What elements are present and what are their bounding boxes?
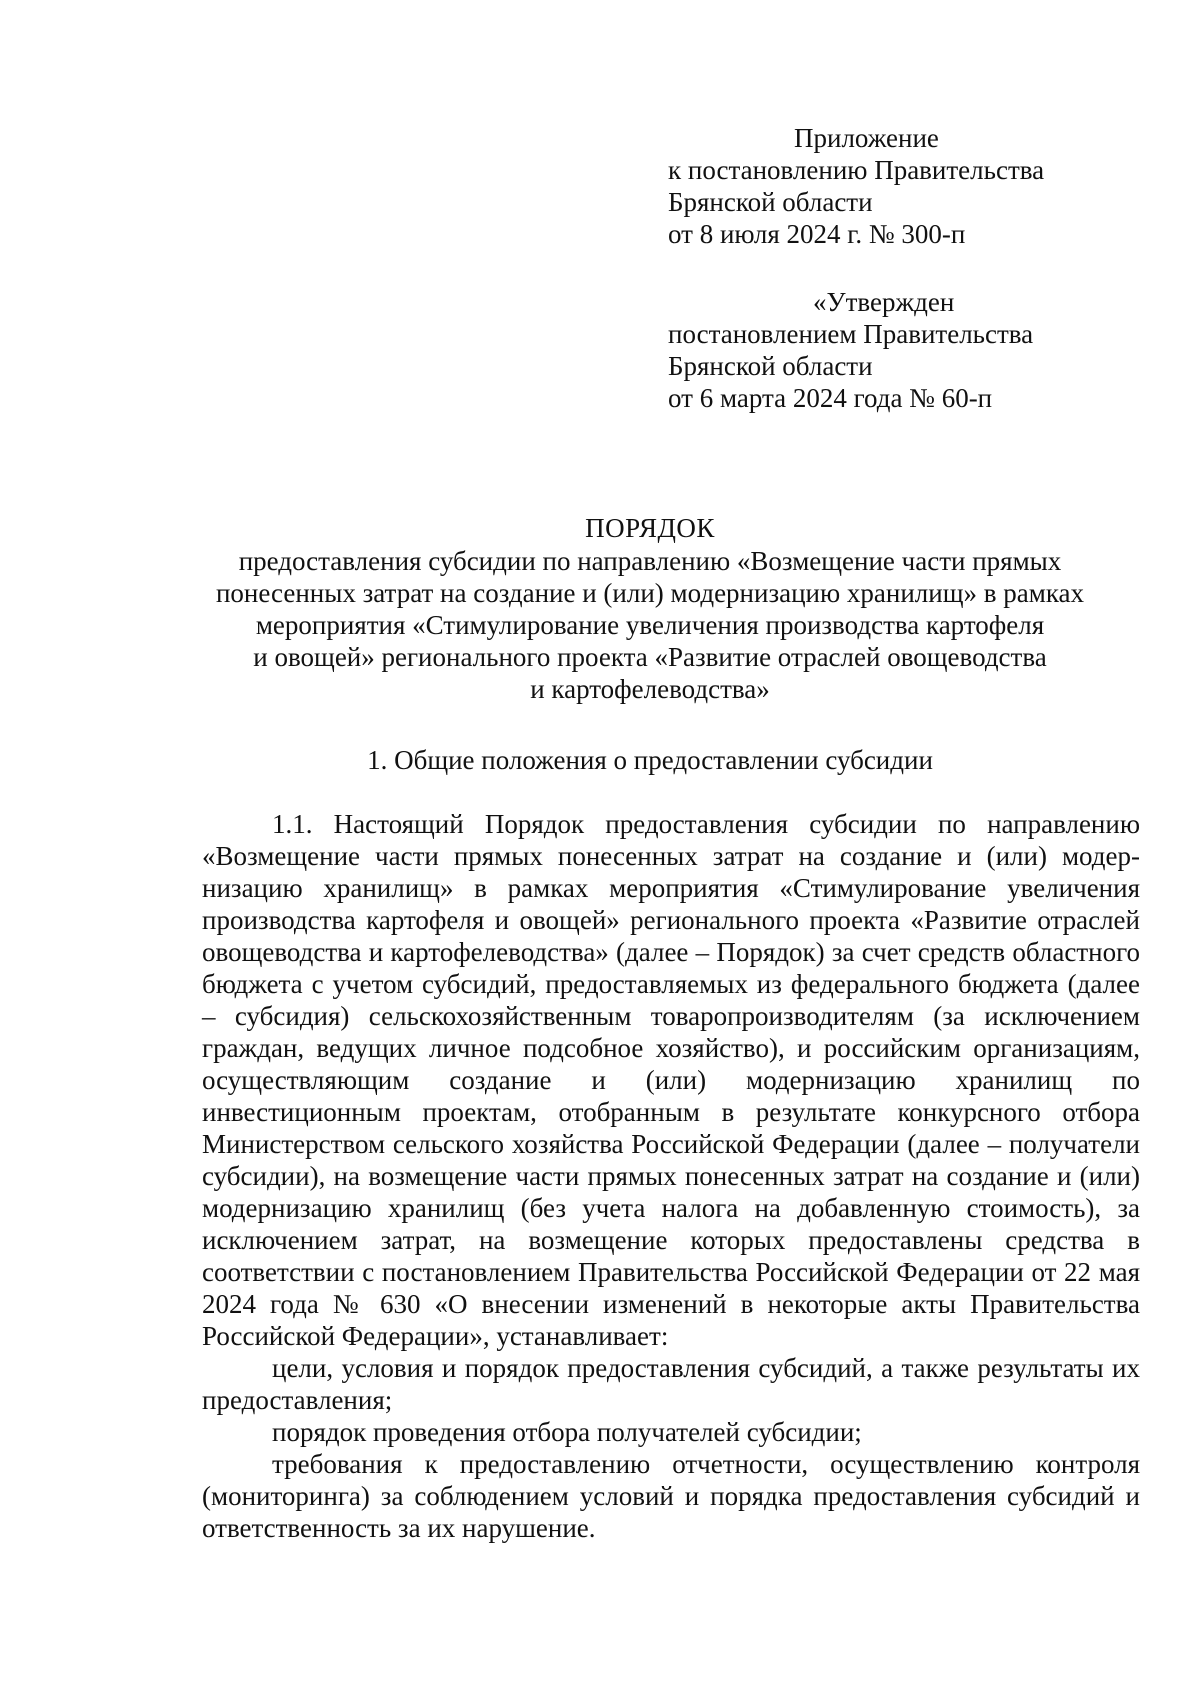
approval-line: «Утвержден bbox=[813, 287, 955, 317]
appendix-line: от 8 июля 2024 г. № 300-п bbox=[668, 219, 966, 249]
section-heading: 1. Общие положения о предоставлении субсидии bbox=[367, 745, 933, 775]
body-text bbox=[202, 808, 1140, 1544]
subtitle-line: предоставления субсидии по направлению «Возмещение части прямых bbox=[238, 546, 1062, 576]
paragraph: цели, условия и порядок предоставления субсидий, а также результаты их предоставления; bbox=[202, 1353, 1140, 1415]
document-title-block bbox=[140, 512, 1160, 705]
subtitle-line: и овощей» регионального проекта «Развитие отраслей овощеводства bbox=[253, 642, 1047, 672]
appendix-line: к постановлению Правительства bbox=[668, 155, 1045, 185]
appendix-line: Приложение bbox=[794, 123, 939, 153]
document-title: ПОРЯДОК bbox=[585, 513, 715, 543]
approval-block bbox=[668, 286, 1138, 414]
subtitle-line: и картофелеводства» bbox=[530, 674, 770, 704]
paragraph: порядок проведения отбора получателей субсидии; bbox=[272, 1417, 862, 1447]
subtitle-line: мероприятия «Стимулирование увеличения производства картофеля bbox=[255, 610, 1045, 640]
approval-line: от 6 марта 2024 года № 60-п bbox=[668, 383, 993, 413]
approval-line: Брянской области bbox=[668, 351, 873, 381]
subtitle-line: понесенных затрат на создание и (или) модернизацию хранилищ» в рамках bbox=[215, 578, 1085, 608]
approval-line: постановлением Правительства bbox=[668, 319, 1034, 349]
paragraph: 1.1. Настоящий Порядок предоставления субсидии по направлению «Возмещение части прямых понесенных затрат на создание и (или) модернизацию хранилищ» в рамках мероприятия «Стимулирование увеличения производства картофеля и овощей» регионального проекта «Развитие отраслей овощеводства и картофелеводства» (далее – Порядок) за счет средств областного бюджета с учетом субсидий, предоставляемых из федерального бюджета (далее – субсидия) сельскохозяйственным товаропроизводителям (за исключением граждан, ведущих личное подсобное хозяйство), и российским организациям, осуществляющим создание и (или) модернизацию хранилищ по инвестиционным проектам, отобранным в результате конкурсного отбора Министерством сельского хозяйства Российской Федерации (далее – получатели субсидии), на возмещение части прямых понесенных затрат на создание и (или) модернизацию хранилищ (без учета налога на добавленную стоимость), за исключением затрат, на возмещение которых предоставлены средства в соответствии с постановлением Правительства Российской Федерации от 22 мая 2024 года № 630 «О внесении изменений в некоторые акты Правительства Российской Федерации», устанавливает: bbox=[202, 809, 1140, 1351]
paragraph: требования к предоставлению отчетности, осуществлению контроля (мониторинга) за соблюдением условий и порядка предоставления субсидий и ответственность за их нарушение. bbox=[202, 1449, 1140, 1543]
appendix-block bbox=[668, 122, 1138, 250]
appendix-line: Брянской области bbox=[668, 187, 873, 217]
